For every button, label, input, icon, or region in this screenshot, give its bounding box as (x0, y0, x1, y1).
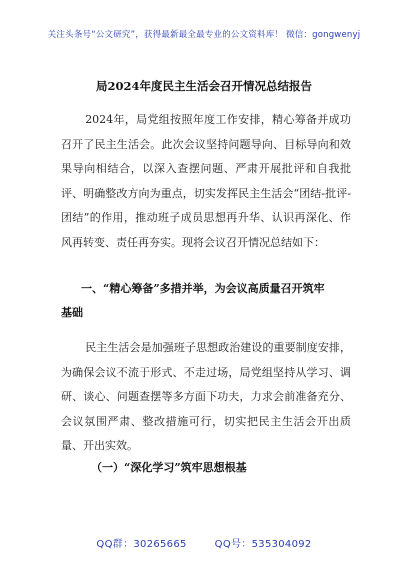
document-title: 局2024年度民主生活会召开情况总结报告 (95, 79, 312, 93)
section-heading-1 (61, 277, 353, 325)
footer-contact (0, 535, 408, 550)
footer-qq-number: QQ号：535304092 (214, 539, 312, 550)
section-heading-1-line1: 一、“精心筹备”多措并举，为会议高质量召开筑牢 (81, 282, 325, 295)
section-heading-1-line2: 基础 (61, 306, 83, 319)
section-paragraph: 民主生活会是加强班子思想政治建设的重要制度安排，为确保会议不流于形式、不走过场，局党组坚持从学习、调研、谈心、问题查摆等多方面下功夫，力求会前准备充分、会议氛围严肃、整改措施可行，切实把民主生活会开出质量、开出实效。 (61, 341, 351, 453)
subsection-heading: （一）“深化学习”筑牢思想根基 (91, 461, 247, 474)
header-note: 关注头条号“公文研究”，获得最新最全最专业的公文资料库！ 微信：gongwenyj (47, 30, 361, 40)
intro-paragraph: 2024年，局党组按照年度工作安排，精心筹备并成功召开了民主生活会。此次会议坚持问题导向、目标导向和效果导向相结合，以深入查摆问题、严肃开展批评和自我批评、明确整改方向为重点，切实发挥民主生活会“团结-批评-团结”的作用，推动班子成员思想再升华、认识再深化、作风再转变、责任再夯实。现将会议召开情况总结如下： (61, 113, 351, 249)
footer-qq-group: QQ群：30265665 (96, 539, 187, 550)
